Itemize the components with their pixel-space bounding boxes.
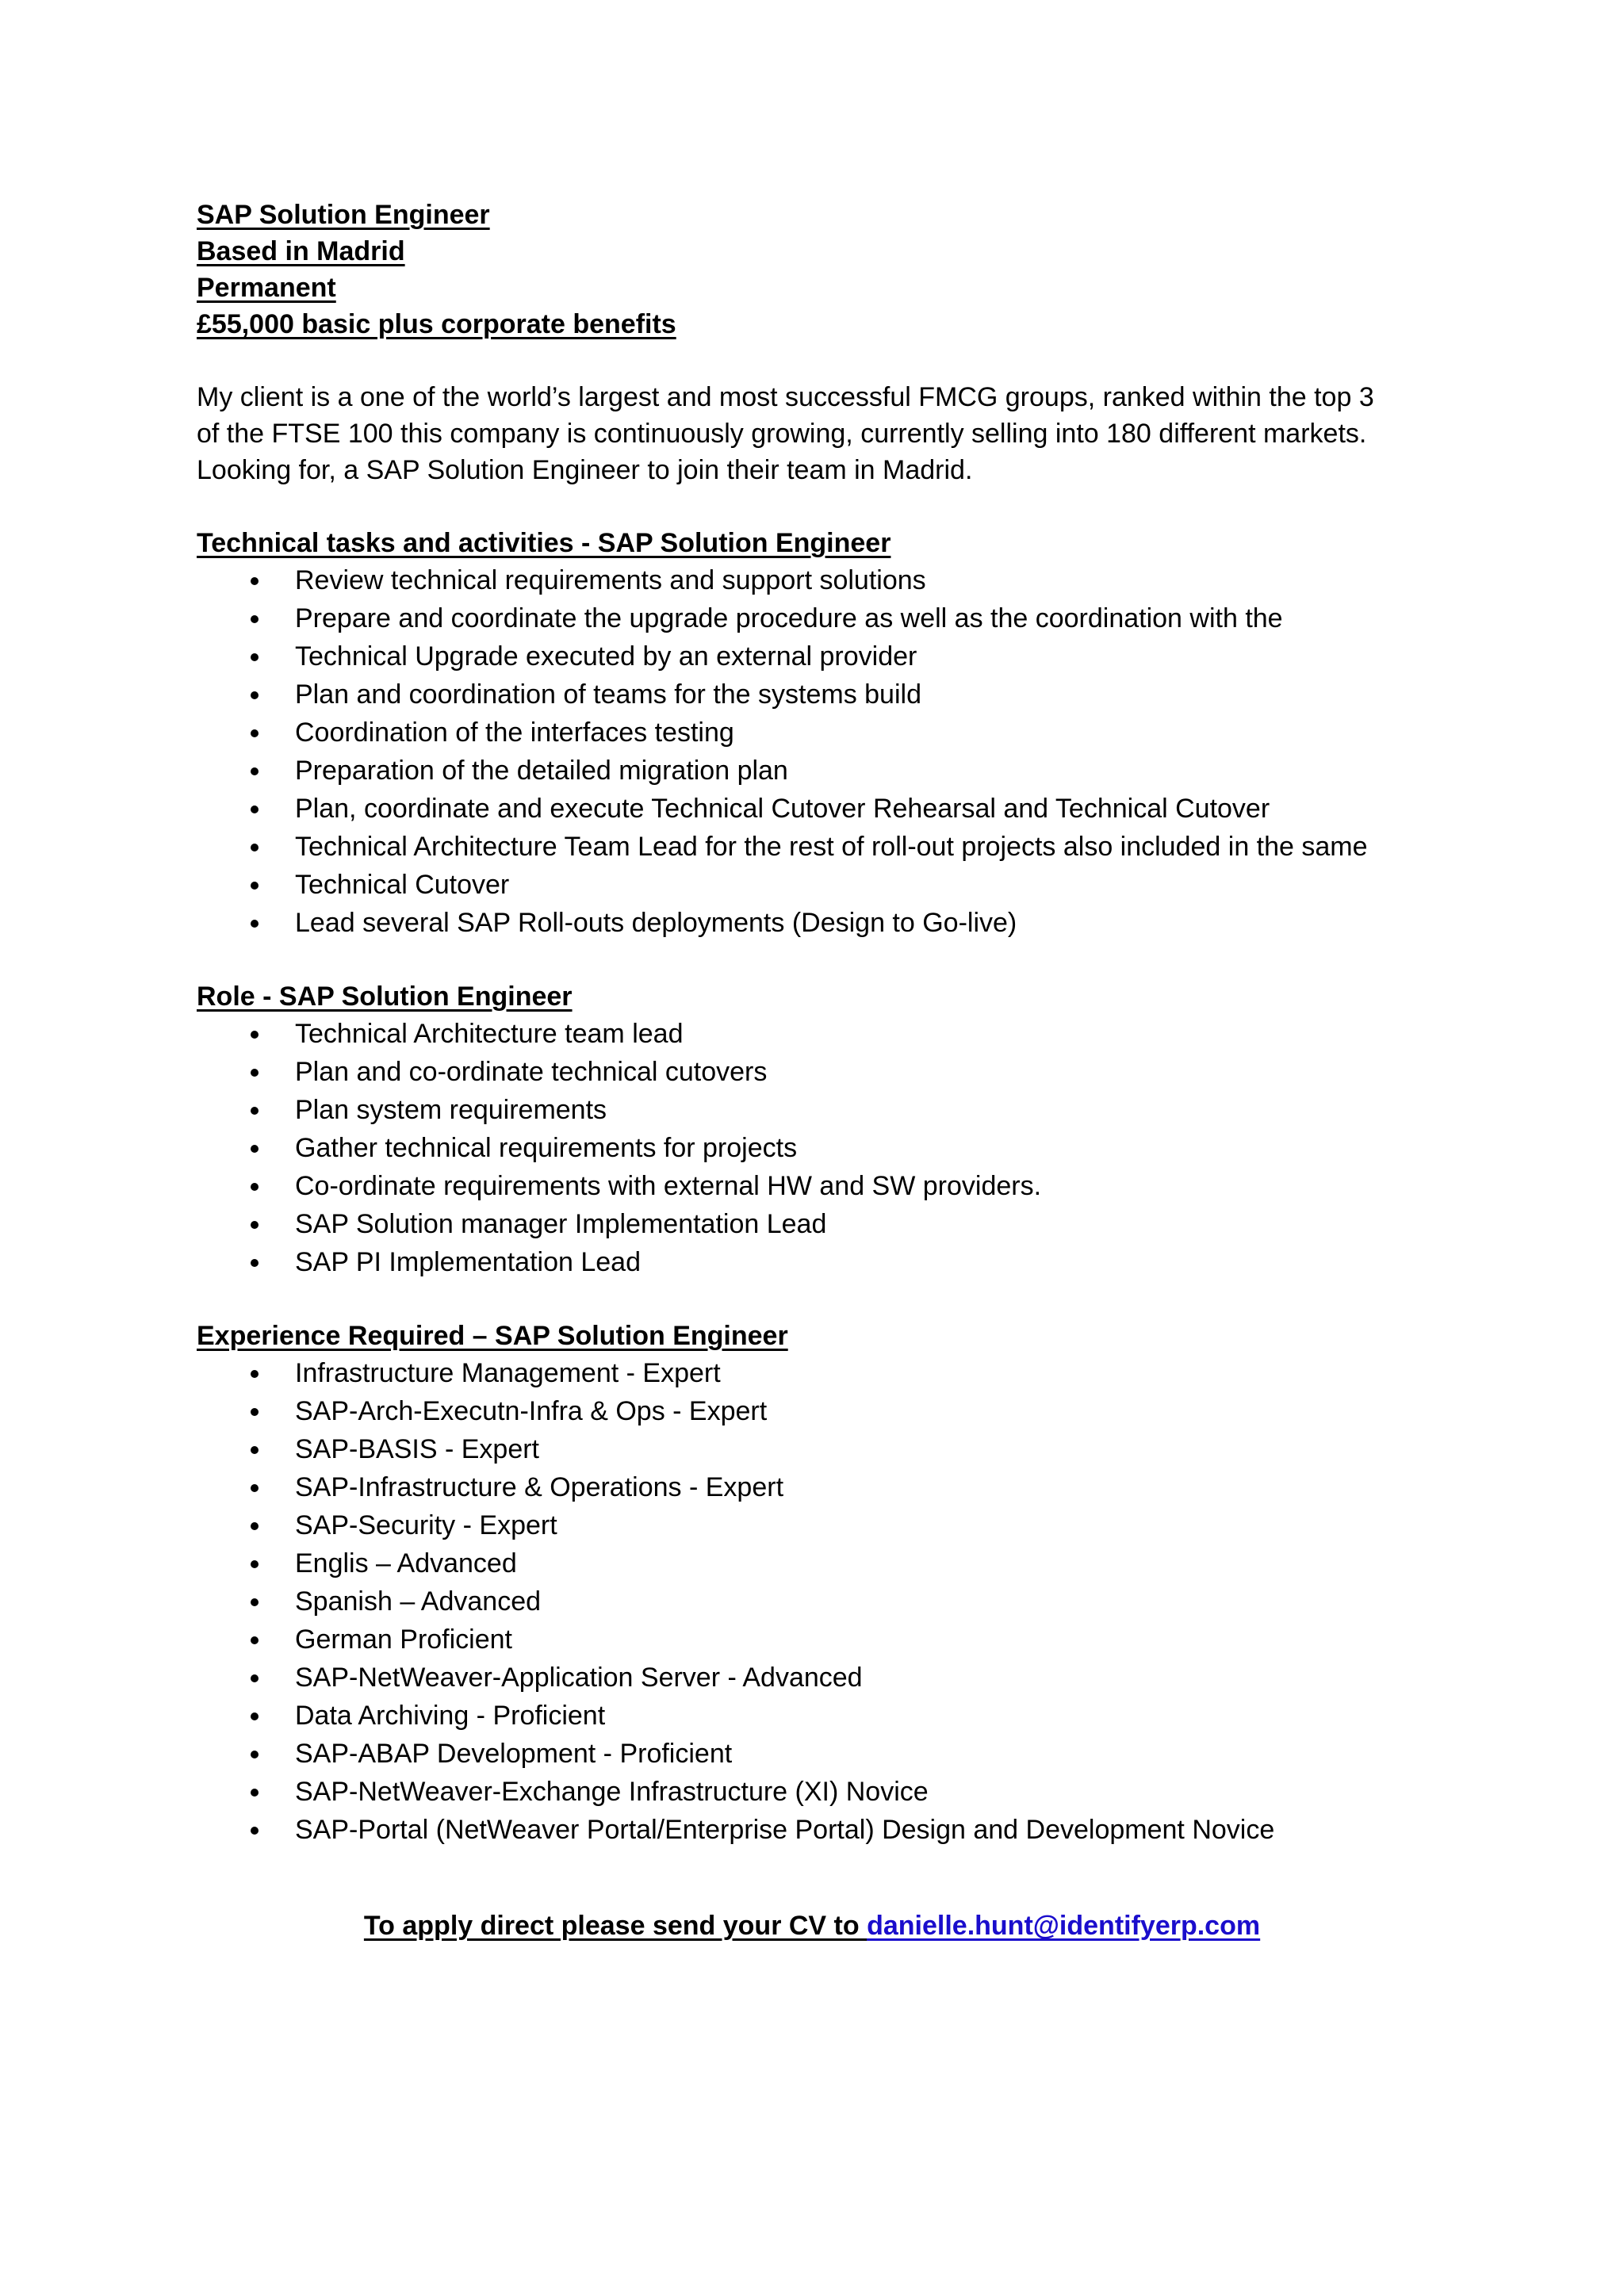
list-item: SAP-Portal (NetWeaver Portal/Enterprise Portal) Design and Development Novice <box>197 1811 1434 1849</box>
intro-line: My client is a one of the world’s largest and most successful FMCG groups, ranked within the top 3 <box>197 382 1374 412</box>
job-salary: £55,000 basic plus corporate benefits <box>197 309 676 339</box>
job-description-document <box>197 197 1434 1849</box>
role-heading: Role - SAP Solution Engineer <box>197 982 573 1012</box>
list-item: Preparation of the detailed migration plan <box>197 752 1434 790</box>
list-item: SAP-Arch-Executn-Infra & Ops - Expert <box>197 1392 1434 1430</box>
technical-heading: Technical tasks and activities - SAP Solution Engineer <box>197 528 891 558</box>
list-item: Technical Cutover <box>197 866 1434 904</box>
list-item: SAP-NetWeaver-Exchange Infrastructure (XI) Novice <box>197 1773 1434 1811</box>
list-item: Englis – Advanced <box>197 1544 1434 1582</box>
spacer <box>197 1281 1434 1318</box>
apply-text: To apply direct please send your CV to <box>363 1911 868 1941</box>
technical-list <box>197 561 1434 942</box>
apply-email-link[interactable]: danielle.hunt@identifyerp.com <box>867 1911 1261 1941</box>
apply-line <box>0 1908 1624 1944</box>
list-item: Coordination of the interfaces testing <box>197 714 1434 752</box>
list-item: Prepare and coordinate the upgrade procedure as well as the coordination with the <box>197 599 1434 637</box>
list-item: SAP-BASIS - Expert <box>197 1430 1434 1468</box>
list-item: Lead several SAP Roll-outs deployments (Design to Go-live) <box>197 904 1434 942</box>
job-title: SAP Solution Engineer <box>197 200 490 230</box>
intro-line: of the FTSE 100 this company is continuously growing, currently selling into 180 different markets. <box>197 419 1367 449</box>
list-item: SAP-ABAP Development - Proficient <box>197 1735 1434 1773</box>
job-location: Based in Madrid <box>197 236 405 266</box>
job-type: Permanent <box>197 273 336 303</box>
list-item: SAP-NetWeaver-Application Server - Advanced <box>197 1659 1434 1697</box>
list-item: German Proficient <box>197 1621 1434 1659</box>
list-item: Gather technical requirements for projects <box>197 1129 1434 1167</box>
list-item: Data Archiving - Proficient <box>197 1697 1434 1735</box>
list-item: Plan and coordination of teams for the systems build <box>197 675 1434 714</box>
list-item: SAP-Security - Expert <box>197 1506 1434 1544</box>
experience-heading: Experience Required – SAP Solution Engineer <box>197 1321 788 1351</box>
list-item: Technical Architecture team lead <box>197 1015 1434 1053</box>
list-item: Plan system requirements <box>197 1091 1434 1129</box>
list-item: SAP Solution manager Implementation Lead <box>197 1205 1434 1243</box>
spacer <box>197 942 1434 978</box>
spacer <box>197 342 1434 379</box>
list-item: Technical Upgrade executed by an external provider <box>197 637 1434 675</box>
list-item: Plan and co-ordinate technical cutovers <box>197 1053 1434 1091</box>
list-item: Spanish – Advanced <box>197 1582 1434 1621</box>
list-item: SAP-Infrastructure & Operations - Expert <box>197 1468 1434 1506</box>
list-item: Review technical requirements and support solutions <box>197 561 1434 599</box>
list-item: SAP PI Implementation Lead <box>197 1243 1434 1281</box>
spacer <box>197 488 1434 525</box>
experience-list <box>197 1354 1434 1849</box>
intro-paragraph <box>197 379 1434 488</box>
list-item: Infrastructure Management - Expert <box>197 1354 1434 1392</box>
list-item: Co-ordinate requirements with external HW and SW providers. <box>197 1167 1434 1205</box>
role-list <box>197 1015 1434 1281</box>
list-item: Technical Architecture Team Lead for the rest of roll-out projects also included in the same <box>197 828 1434 866</box>
intro-line: Looking for, a SAP Solution Engineer to join their team in Madrid. <box>197 455 973 485</box>
list-item: Plan, coordinate and execute Technical Cutover Rehearsal and Technical Cutover <box>197 790 1434 828</box>
